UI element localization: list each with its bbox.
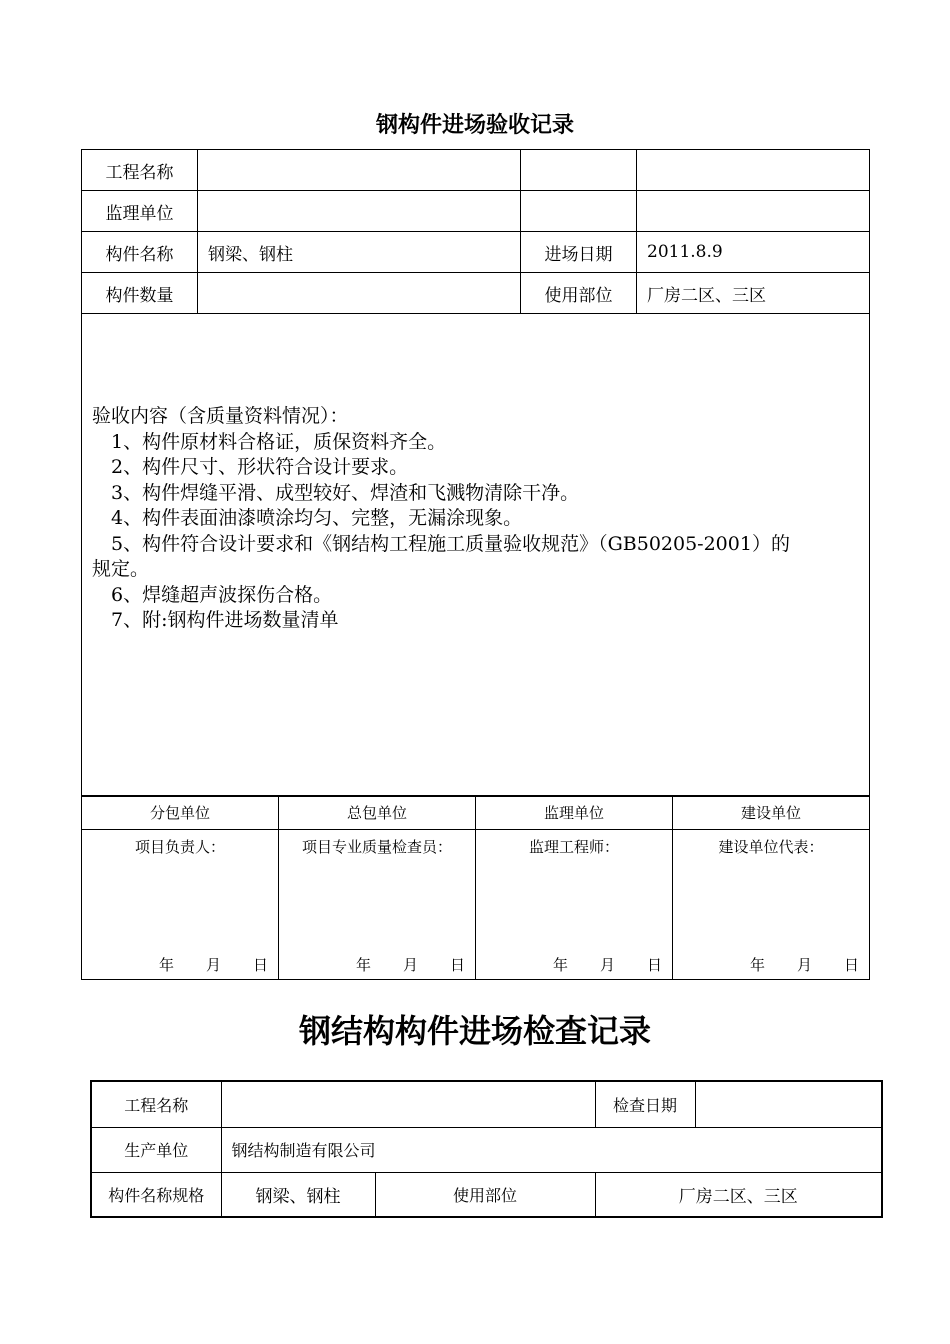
- manufacturer-value: 钢结构制造有限公司: [221, 1127, 882, 1172]
- blank-cell: [637, 150, 870, 191]
- form2-title: 钢结构构件进场检查记录: [298, 1012, 651, 1050]
- signature-role: 监理工程师：: [528, 838, 619, 856]
- inspection-record-table: [90, 1080, 883, 1218]
- check-date-value: [695, 1081, 882, 1127]
- quantity-value: [198, 273, 521, 314]
- signature-header: 总包单位: [279, 796, 476, 830]
- project-name-label: 工程名称: [91, 1081, 221, 1127]
- project-name-label: 工程名称: [82, 150, 198, 191]
- acceptance-record-table: [81, 149, 870, 797]
- signature-role: 建设单位代表：: [718, 838, 824, 856]
- signature-date: [728, 954, 859, 975]
- date-year: 年: [552, 956, 568, 974]
- signature-header: 分包单位: [82, 796, 279, 830]
- date-year: 年: [355, 956, 371, 974]
- form1-title: 钢构件进场验收记录: [375, 113, 574, 138]
- signature-role: 项目专业质量检查员：: [301, 838, 452, 856]
- component-name-label: 构件名称: [82, 232, 198, 273]
- content-item: 规定。: [92, 558, 150, 580]
- content-item: 5、构件符合设计要求和《钢结构工程施工质量验收规范》（GB50205-2001）的: [111, 532, 790, 555]
- content-item: 2、构件尺寸、形状符合设计要求。: [111, 456, 409, 478]
- project-name-value: [198, 150, 521, 191]
- usage-location-label: 使用部位: [521, 273, 637, 314]
- signature-header: 建设单位: [673, 796, 870, 830]
- date-day: 日: [449, 956, 465, 974]
- content-item: 7、附:钢构件进场数量清单: [111, 609, 339, 631]
- signature-cell: [279, 830, 476, 980]
- date-month: 月: [402, 956, 418, 974]
- date-year: 年: [158, 956, 174, 974]
- date-year: 年: [749, 956, 765, 974]
- acceptance-content: [82, 314, 870, 797]
- date-month: 月: [796, 956, 812, 974]
- usage-location-value: 厂房二区、三区: [595, 1172, 882, 1217]
- component-name-value: 钢梁、钢柱: [198, 232, 521, 273]
- signature-date: [334, 954, 465, 975]
- content-item: 4、构件表面油漆喷涂均匀、完整，无漏涂现象。: [111, 507, 523, 529]
- supervisor-value: [198, 191, 521, 232]
- blank-cell: [521, 150, 637, 191]
- entry-date-label: 进场日期: [521, 232, 637, 273]
- signature-cell: [476, 830, 673, 980]
- date-day: 日: [843, 956, 859, 974]
- signature-header: 监理单位: [476, 796, 673, 830]
- date-month: 月: [599, 956, 615, 974]
- signature-date: [137, 954, 268, 975]
- usage-location-label: 使用部位: [375, 1172, 595, 1217]
- project-name-value: [221, 1081, 595, 1127]
- check-date-label: 检查日期: [595, 1081, 695, 1127]
- content-item: 6、焊缝超声波探伤合格。: [111, 583, 333, 606]
- component-spec-value: 钢梁、钢柱: [221, 1172, 375, 1217]
- signature-role: 项目负责人：: [134, 838, 225, 856]
- date-day: 日: [252, 956, 268, 974]
- content-heading: 验收内容（含质量资料情况）：: [92, 405, 349, 427]
- content-item: 1、构件原材料合格证，质保资料齐全。: [111, 430, 447, 453]
- signature-table: [81, 795, 870, 980]
- date-month: 月: [205, 956, 221, 974]
- signature-date: [531, 954, 662, 975]
- supervisor-label: 监理单位: [82, 191, 198, 232]
- component-spec-label: 构件名称规格: [91, 1172, 221, 1217]
- entry-date-value: 2011.8.9: [637, 232, 870, 273]
- content-item: 3、构件焊缝平滑、成型较好、焊渣和飞溅物清除干净。: [111, 481, 580, 504]
- signature-cell: [673, 830, 870, 980]
- usage-location-value: 厂房二区、三区: [637, 273, 870, 314]
- signature-cell: [82, 830, 279, 980]
- manufacturer-label: 生产单位: [91, 1127, 221, 1172]
- blank-cell: [637, 191, 870, 232]
- date-day: 日: [646, 956, 662, 974]
- quantity-label: 构件数量: [82, 273, 198, 314]
- blank-cell: [521, 191, 637, 232]
